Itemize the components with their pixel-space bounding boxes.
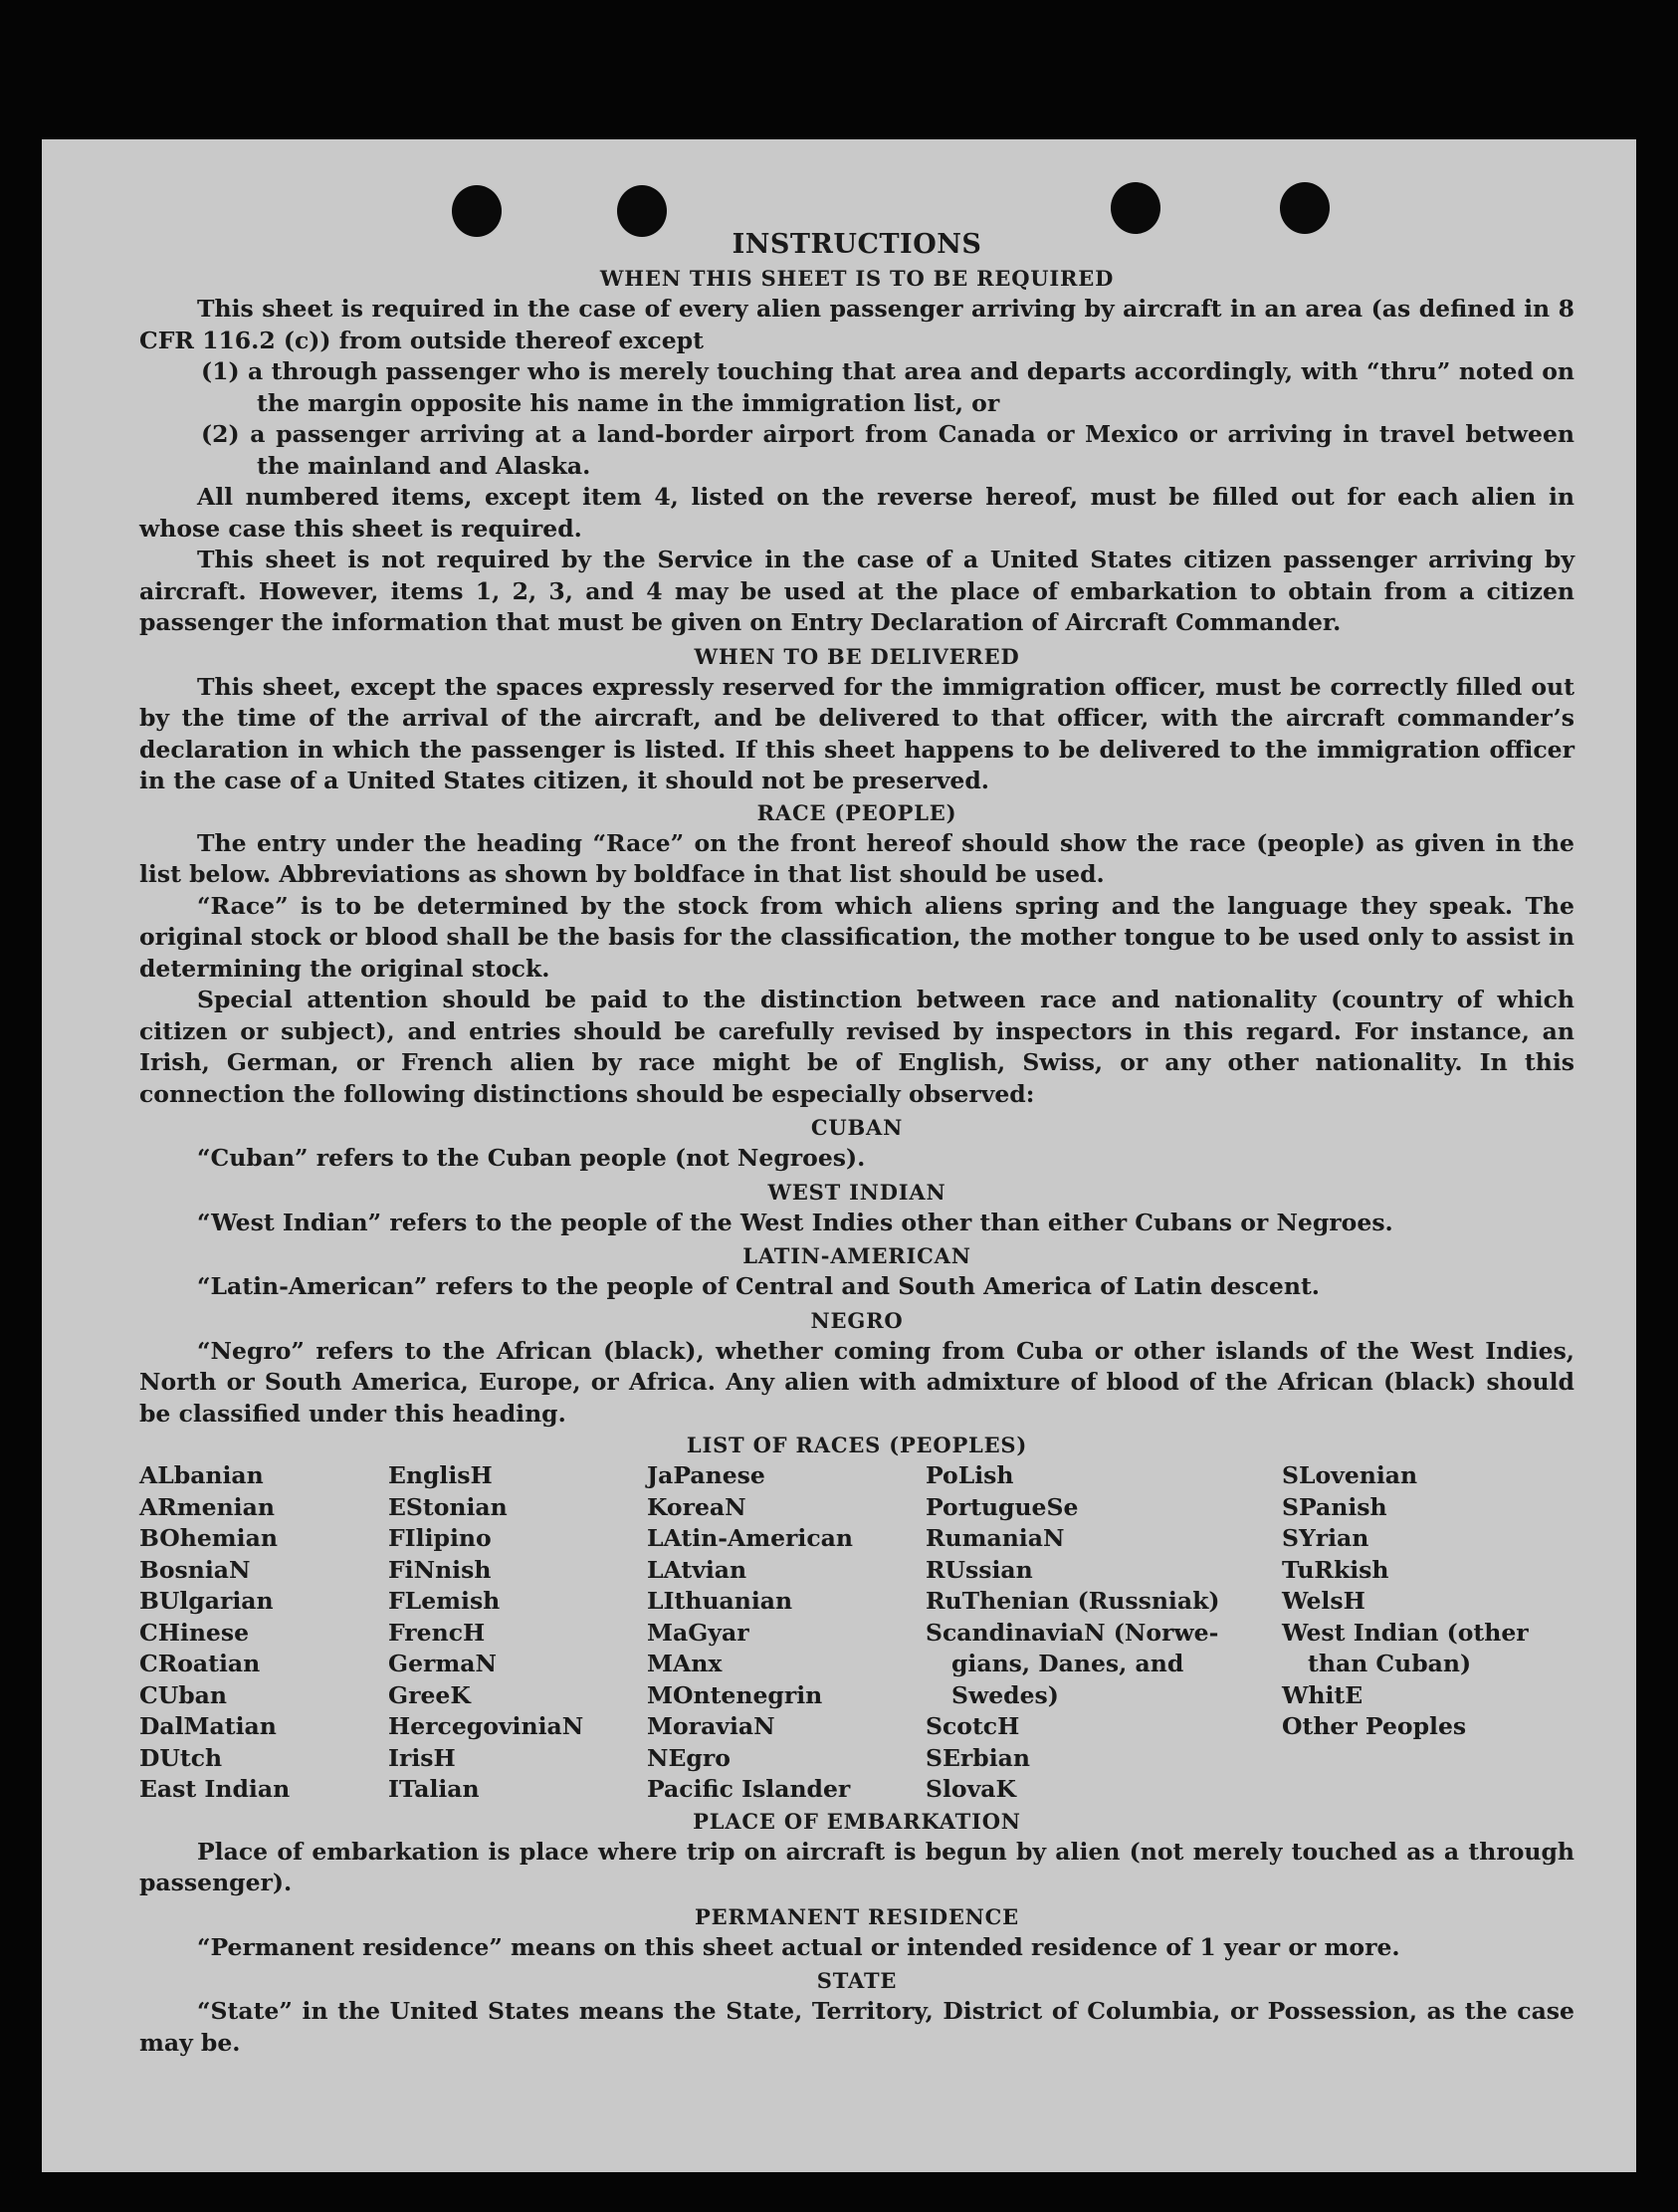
race-entry: SLovenian xyxy=(1282,1461,1418,1489)
section-heading: WHEN TO BE DELIVERED xyxy=(694,643,1020,669)
race-column xyxy=(139,1460,388,1806)
race-entry: ScandinaviaN (Norwe- xyxy=(926,1618,1219,1647)
race-column xyxy=(926,1460,1282,1806)
race-entry: EnglisH xyxy=(388,1461,493,1489)
race-entry: LAtvian xyxy=(647,1555,747,1584)
paragraph: This sheet, except the spaces expressly reserved for the immigration officer, must be correctly filled out by the time of the arrival of the aircraft, and be delivered to that officer, with the aircraft commander’s declaration in which the passenger is listed. If this sheet happens to be delivered to the immigration officer in the case of a United States citizen, it should not be preserved. xyxy=(139,672,1574,794)
race-entry: TuRkish xyxy=(1282,1555,1389,1584)
race-entry: RUssian xyxy=(926,1555,1033,1584)
race-entry: RumaniaN xyxy=(926,1524,1065,1552)
paragraph: This sheet is required in the case of every alien passenger arriving by aircraft in an area (as defined in 8 CFR 116.2 (c)) from outside thereof except xyxy=(139,295,1574,354)
paragraph: “Cuban” refers to the Cuban people (not Negroes). xyxy=(197,1144,866,1172)
race-list xyxy=(139,1460,1574,1806)
race-entry: FrencH xyxy=(388,1618,486,1647)
section-heading: WHEN THIS SHEET IS TO BE REQUIRED xyxy=(599,266,1115,291)
section-heading: LATIN-AMERICAN xyxy=(742,1243,971,1268)
race-entry: GreeK xyxy=(388,1680,471,1709)
race-entry: SErbian xyxy=(926,1743,1030,1772)
race-entry: FiNnish xyxy=(388,1555,492,1584)
race-entry: BUlgarian xyxy=(139,1587,274,1615)
race-entry: LIthuanian xyxy=(647,1587,793,1615)
section-heading: PERMANENT RESIDENCE xyxy=(695,1903,1019,1929)
section-heading: NEGRO xyxy=(810,1307,904,1333)
race-entry: SlovaK xyxy=(926,1775,1016,1803)
section-heading: CUBAN xyxy=(810,1115,904,1140)
race-entry: ARmenian xyxy=(139,1492,275,1521)
instructions-body xyxy=(139,227,1574,2059)
race-entry: DalMatian xyxy=(139,1712,277,1740)
race-entry: LAtin-American xyxy=(647,1524,853,1552)
race-column xyxy=(647,1460,926,1806)
race-entry: JaPanese xyxy=(647,1461,765,1489)
race-entry: KoreaN xyxy=(647,1492,746,1521)
race-entry: East Indian xyxy=(139,1775,291,1803)
race-entry: EStonian xyxy=(388,1492,508,1521)
paragraph: Special attention should be paid to the distinction between race and nationality (country of which citizen or subject), and entries should be carefully revised by inspectors in this regard. For instance, an Irish, German, or French alien by race might be of English, Swiss, or any other nationality. In this connection the following distinctions should be especially observed: xyxy=(139,986,1574,1108)
race-entry: BOhemian xyxy=(139,1524,278,1552)
paragraph: “Race” is to be determined by the stock from which aliens spring and the language they speak. The original stock or blood shall be the basis for the classification, the mother tongue to be used only to assist in determining the original stock. xyxy=(139,891,1574,983)
race-entry: CHinese xyxy=(139,1618,250,1647)
race-entry: CRoatian xyxy=(139,1650,261,1677)
race-entry: gians, Danes, and xyxy=(951,1650,1184,1677)
race-entry: FIlipino xyxy=(388,1524,492,1552)
race-column xyxy=(1282,1460,1574,1806)
race-entry: WhitE xyxy=(1282,1680,1363,1709)
race-entry: Other Peoples xyxy=(1282,1712,1467,1740)
section-heading: STATE xyxy=(816,1968,898,1993)
paragraph: All numbered items, except item 4, listed on the reverse hereof, must be filled out for each alien in whose case this sheet is required. xyxy=(139,483,1574,543)
race-entry: than Cuban) xyxy=(1308,1650,1472,1677)
section-heading: PLACE OF EMBARKATION xyxy=(693,1808,1021,1834)
list-item: (1) a through passenger who is merely touching that area and departs accordingly, with “thru” noted on the margin opposite his name in the immigration list, or xyxy=(201,357,1574,417)
race-entry: CUban xyxy=(139,1680,227,1709)
section-heading: LIST OF RACES (PEOPLES) xyxy=(686,1433,1028,1457)
race-entry: SPanish xyxy=(1282,1492,1387,1521)
paragraph: This sheet is not required by the Service in the case of a United States citizen passenger arriving by aircraft. However, items 1, 2, 3, and 4 may be used at the place of embarkation to obtain from a citizen passenger the information that must be given on Entry Declaration of Aircraft Commander. xyxy=(139,546,1574,636)
race-entry: FLemish xyxy=(388,1587,501,1615)
race-entry: HercegoviniaN xyxy=(388,1712,584,1740)
race-entry: BosniaN xyxy=(139,1555,251,1584)
race-entry: MOntenegrin xyxy=(647,1680,823,1709)
race-entry: WelsH xyxy=(1282,1587,1365,1615)
race-entry: RuThenian (Russniak) xyxy=(926,1587,1220,1615)
paragraph: “State” in the United States means the State, Territory, District of Columbia, or Possession, as the case may be. xyxy=(139,1997,1574,2057)
race-entry: PortugueSe xyxy=(926,1492,1079,1521)
list-item: (2) a passenger arriving at a land-border airport from Canada or Mexico or arriving in travel between the mainland and Alaska. xyxy=(201,420,1574,480)
page-title: INSTRUCTIONS xyxy=(732,229,982,260)
race-entry: SYrian xyxy=(1282,1524,1369,1552)
section-heading: WEST INDIAN xyxy=(767,1179,946,1205)
race-entry: MoraviaN xyxy=(647,1712,775,1740)
race-entry: DUtch xyxy=(139,1743,223,1772)
race-entry: Pacific Islander xyxy=(647,1775,851,1803)
race-entry: MaGyar xyxy=(647,1618,749,1647)
race-entry: West Indian (other xyxy=(1282,1618,1529,1647)
race-entry: ITalian xyxy=(388,1775,480,1803)
paragraph: “Latin-American” refers to the people of Central and South America of Latin descent. xyxy=(197,1272,1320,1300)
race-entry: Swedes) xyxy=(951,1680,1059,1709)
race-entry: ALbanian xyxy=(139,1461,264,1489)
paragraph: “Permanent residence” means on this sheet actual or intended residence of 1 year or more. xyxy=(197,1932,1400,1961)
document-sheet xyxy=(42,139,1636,2172)
race-entry: MAnx xyxy=(647,1650,723,1677)
paragraph: Place of embarkation is place where trip on aircraft is begun by alien (not merely touched as a through passenger). xyxy=(139,1837,1574,1896)
race-entry: IrisH xyxy=(388,1743,456,1772)
race-entry: ScotcH xyxy=(926,1712,1020,1740)
section-heading: RACE (PEOPLE) xyxy=(756,799,957,825)
paragraph: “Negro” refers to the African (black), whether coming from Cuba or other islands of the West Indies, North or South America, Europe, or Africa. Any alien with admixture of blood of the African (black) should be classified under this heading. xyxy=(139,1336,1574,1428)
race-entry: NEgro xyxy=(647,1743,731,1772)
race-column xyxy=(388,1460,647,1806)
paragraph: “West Indian” refers to the people of the West Indies other than either Cubans or Negroes. xyxy=(197,1208,1393,1236)
race-entry: GermaN xyxy=(388,1650,497,1677)
paragraph: The entry under the heading “Race” on the front hereof should show the race (people) as given in the list below. Abbreviations as shown by boldface in that list should be used. xyxy=(139,828,1574,888)
race-entry: PoLish xyxy=(926,1461,1014,1489)
